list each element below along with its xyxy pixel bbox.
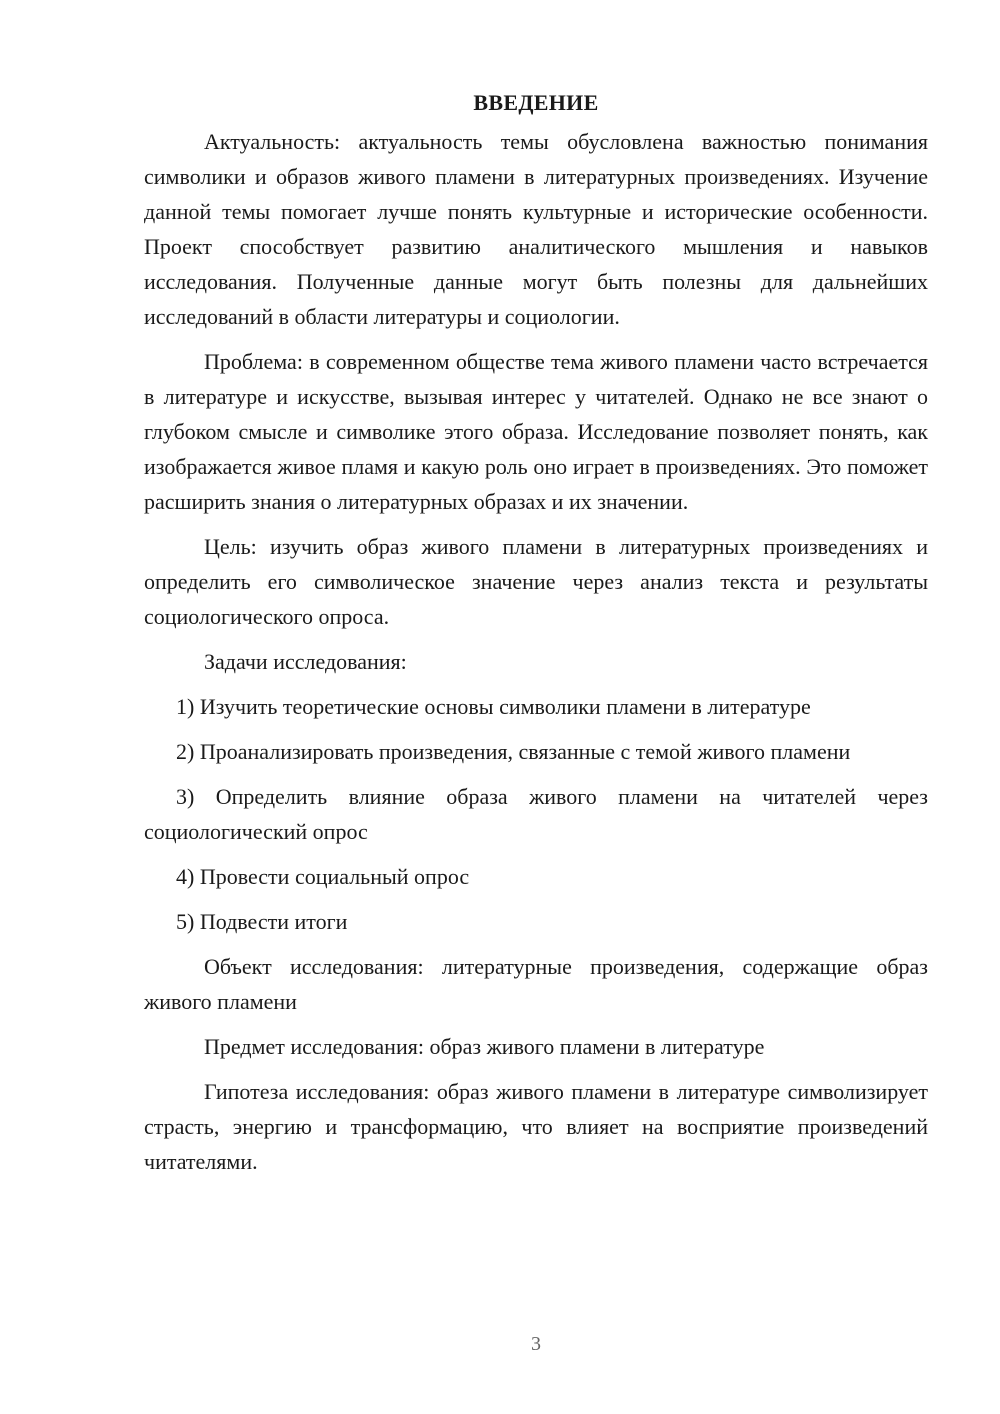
paragraph-subject: Предмет исследования: образ живого пламени в литературе	[204, 1034, 765, 1059]
paragraph-relevance: Актуальность: актуальность темы обусловлена важностью понимания символики и образов живого пламени в литературных произведениях. Изучение данной темы помогает лучше понять культурные и исторические особенности. Проект способствует развитию аналитического мышления и навыков исследования. Полученные данные могут быть полезны для дальнейших исследований в области литературы и социологии.	[144, 129, 928, 329]
page-number: 3	[531, 1333, 541, 1355]
document-page	[144, 90, 928, 1189]
paragraph-goal: Цель: изучить образ живого пламени в литературных произведениях и определить его символическое значение через анализ текста и результаты социологического опроса.	[144, 534, 928, 629]
paragraph-hypothesis: Гипотеза исследования: образ живого пламени в литературе символизирует страсть, энергию и трансформацию, что влияет на восприятие произведений читателями.	[144, 1079, 928, 1174]
paragraph-object: Объект исследования: литературные произведения, содержащие образ живого пламени	[144, 954, 928, 1014]
task-item-4: 4) Провести социальный опрос	[176, 864, 470, 889]
tasks-heading: Задачи исследования:	[204, 649, 407, 674]
section-title: ВВЕДЕНИЕ	[473, 90, 599, 115]
task-item-1: 1) Изучить теоретические основы символики пламени в литературе	[176, 694, 811, 719]
task-item-5: 5) Подвести итоги	[176, 909, 348, 934]
paragraph-problem: Проблема: в современном обществе тема живого пламени часто встречается в литературе и искусстве, вызывая интерес у читателей. Однако не все знают о глубоком смысле и символике этого образа. Исследование позволяет понять, как изображается живое пламя и какую роль оно играет в произведениях. Это поможет расширить знания о литературных образах и их значении.	[144, 349, 928, 514]
task-item-2: 2) Проанализировать произведения, связанные с темой живого пламени	[176, 739, 851, 764]
task-item-3: 3) Определить влияние образа живого пламени на читателей через социологический опрос	[144, 784, 928, 844]
